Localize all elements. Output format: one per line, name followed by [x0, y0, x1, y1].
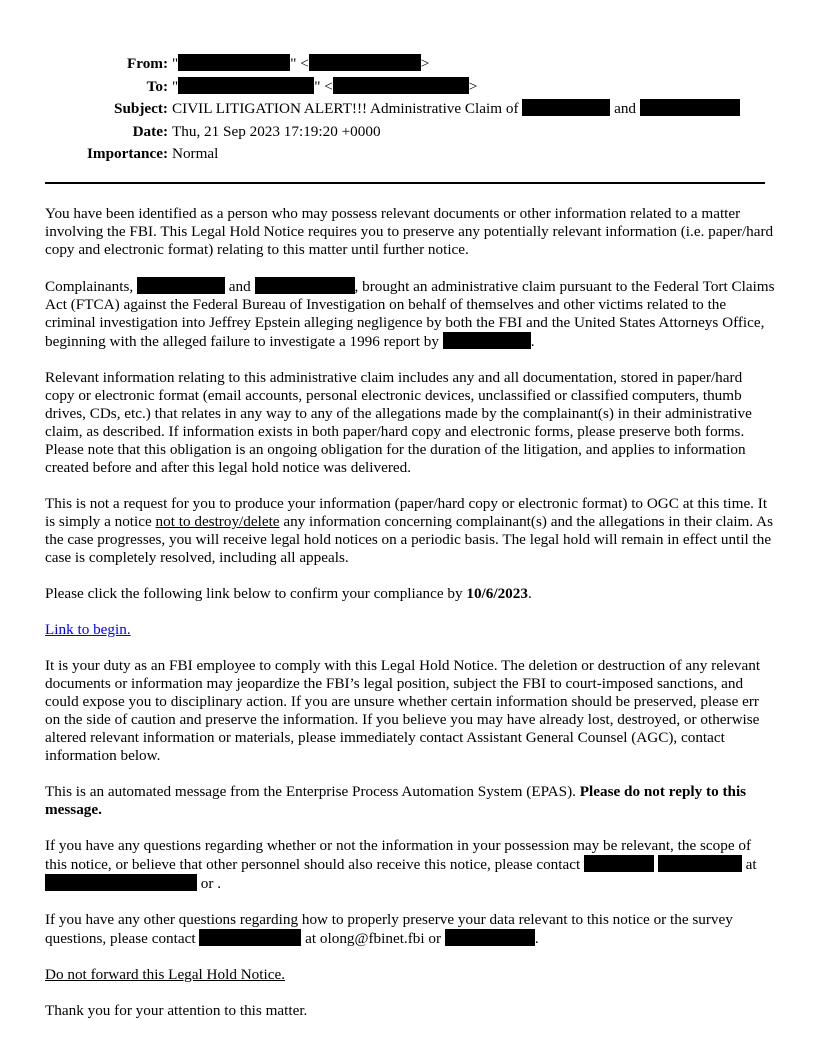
redaction [584, 855, 654, 872]
redaction [640, 99, 740, 116]
redaction [445, 929, 535, 946]
paragraph-other-questions: If you have any other questions regarding how to properly preserve your data relevant to this notice or the survey questions, please contact at olong@fbinet.fbi or . [45, 911, 733, 947]
from-label: From: [126, 55, 168, 72]
to-label: To: [146, 77, 168, 95]
redaction [178, 54, 290, 71]
subject-label: Subject: [114, 100, 168, 117]
email-header [40, 53, 740, 166]
importance-label: Importance: [87, 145, 168, 162]
redaction [522, 99, 610, 116]
quote: " [172, 55, 179, 72]
do-not-reply-notice: Please do not reply to this message. [45, 783, 747, 818]
paragraph-thanks: Thank you for your attention to this matter. [45, 1002, 308, 1019]
paragraph-automated: This is an automated message from the Enterprise Process Automation System (EPAS). Please do not reply to this message. [45, 783, 747, 818]
paragraph-not-request: This is not a request for you to produce your information (paper/hard copy or electronic format) to OGC at this time. It is simply a notice not to destroy/delete any information concerning complainant(s) and the allegations in their claim. As the case progresses, you will receive legal hold notices on a periodic basis. The legal hold will remain in effect until the case is completely resolved, including all appeals. [45, 495, 773, 566]
date-value: Thu, 21 Sep 2023 17:19:20 +0000 [172, 122, 381, 140]
redaction [333, 77, 469, 94]
paragraph-do-not-forward: Do not forward this Legal Hold Notice. [45, 966, 285, 983]
redaction [309, 54, 421, 71]
redaction [658, 855, 742, 872]
subject-and: and [614, 100, 637, 117]
redaction [199, 929, 301, 946]
quote: " [172, 77, 179, 95]
message-body [45, 205, 775, 1038]
paragraph-confirm: Please click the following link below to confirm your compliance by 10/6/2023. [45, 585, 532, 602]
quote-bracket: " < [314, 77, 333, 95]
redaction [137, 277, 225, 294]
importance-value: Normal [172, 145, 219, 162]
underlined-text: not to destroy/delete [155, 513, 280, 530]
date-label: Date: [132, 122, 168, 140]
redaction [45, 874, 197, 891]
paragraph-relevant-info: Relevant information relating to this administrative claim includes any and all documentation, stored in paper/hard copy or electronic format (email accounts, personal electronic devices, unclassified or classified computers, thumb drives, CDs, etc.) that relates in any way to any of the allegations made by the complainant(s) in their administrative claim, as described. If information exists in both paper/hard copy and electronic forms, please preserve both forms. Please note that this obligation is an ongoing obligation for the duration of the litigation, and applies to information created before and after this legal hold notice was delivered. [45, 369, 752, 476]
header-divider [45, 182, 765, 184]
begin-link[interactable]: Link to begin. [45, 621, 131, 638]
paragraph-intro: You have been identified as a person who may possess relevant documents or other information related to a matter involving the FBI. This Legal Hold Notice requires you to preserve any potentially relevant information (i.e. paper/hard copy and electronic format) relating to this matter until further notice. [45, 205, 774, 258]
bracket: > [468, 77, 478, 95]
paragraph-link [45, 621, 775, 639]
importance-row [40, 143, 740, 166]
date-row [40, 121, 740, 144]
quote-bracket: " < [290, 55, 309, 72]
bracket: > [420, 55, 430, 72]
due-date: 10/6/2023 [466, 585, 528, 602]
to-row [40, 76, 740, 99]
paragraph-duty: It is your duty as an FBI employee to comply with this Legal Hold Notice. The deletion or destruction of any relevant documents or information may jeopardize the FBI’s legal position, subject the FBI to court-imposed sanctions, and could expose you to disciplinary action. If you are unsure whether certain information should be preserved, please err on the side of caution and preserve the information. If you believe you may have already lost, destroyed, or otherwise altered relevant information or materials, please immediately contact Assistant General Counsel (AGC), contact information below. [45, 657, 761, 764]
redaction [255, 277, 355, 294]
subject-row [40, 98, 740, 121]
from-row [40, 53, 740, 76]
redaction [178, 77, 314, 94]
paragraph-complainants: Complainants, and , brought an administrative claim pursuant to the Federal Tort Claims Act (FTCA) against the Federal Bureau of Investigation on behalf of themselves and other victims related to the criminal investigation into Jeffrey Epstein alleging negligence by both the FBI and the United States Attorneys Office, beginning with the alleged failure to investigate a 1996 report by . [45, 278, 775, 350]
paragraph-questions: If you have any questions regarding whether or not the information in your possession may be relevant, the scope of this notice, or believe that other personnel should also receive this notice, please contact at or . [45, 837, 757, 892]
subject-text: CIVIL LITIGATION ALERT!!! Administrative Claim of [172, 100, 519, 117]
redaction [443, 332, 531, 349]
